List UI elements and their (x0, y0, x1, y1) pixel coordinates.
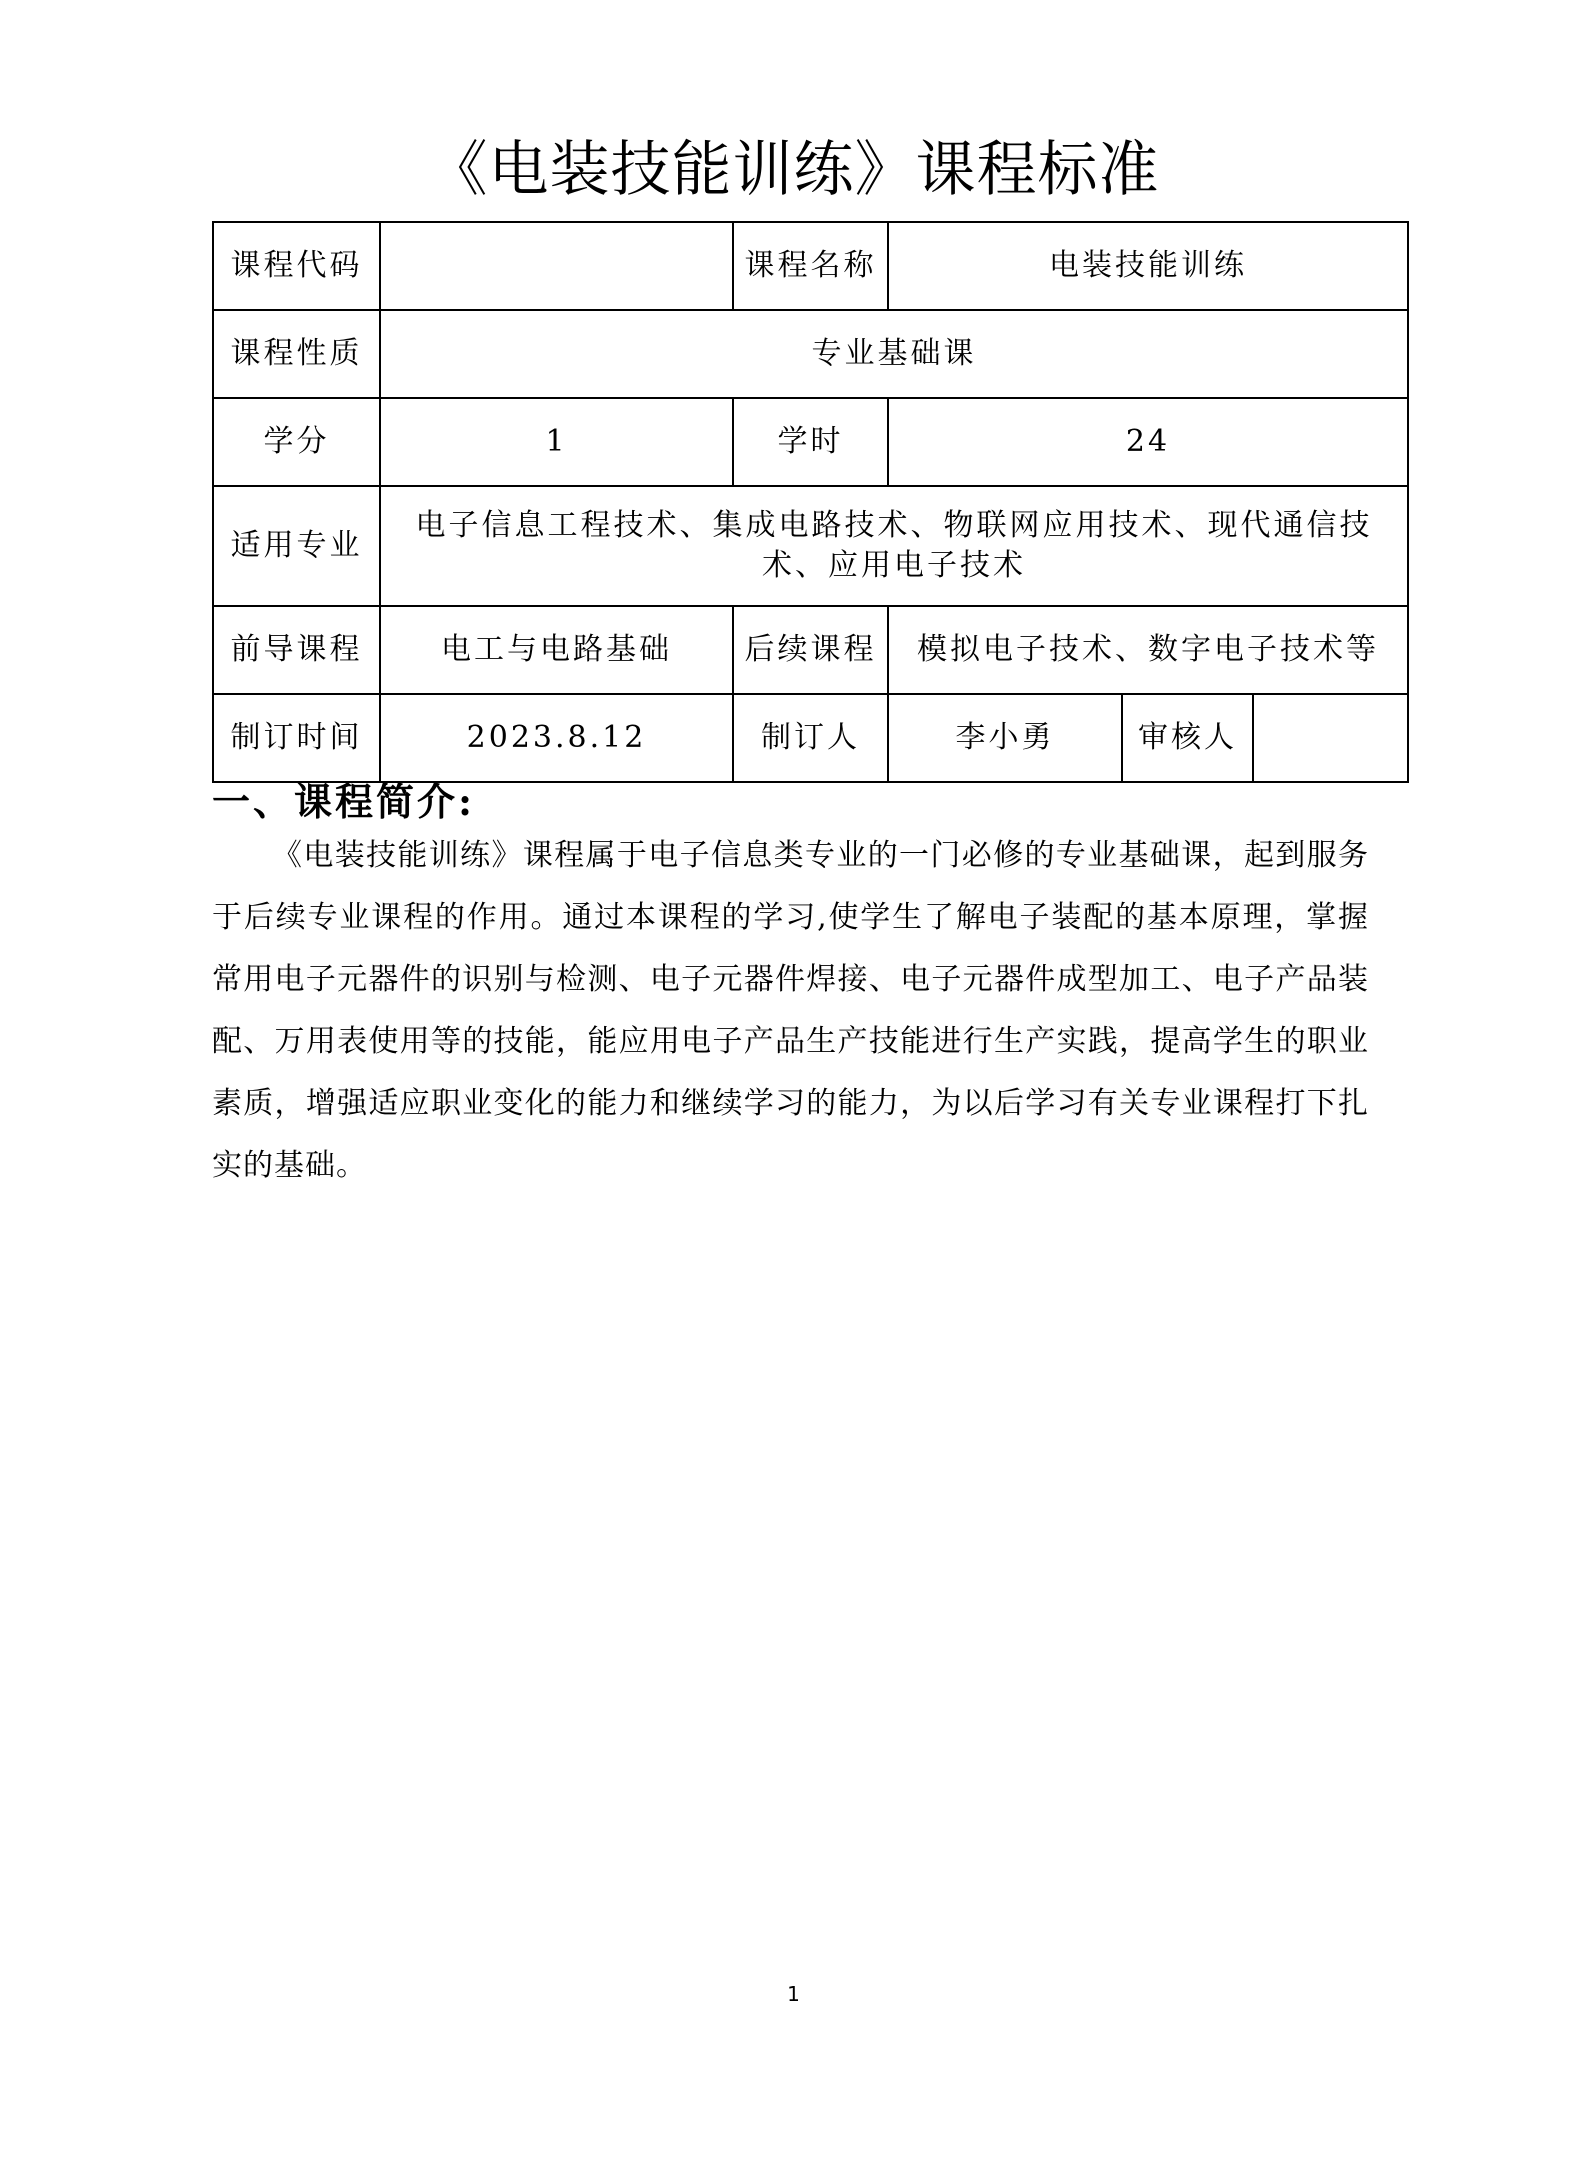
hours-label: 学时 (733, 398, 888, 486)
course-nature-label: 课程性质 (213, 310, 380, 398)
date-label: 制订时间 (213, 694, 380, 782)
majors-label: 适用专业 (213, 486, 380, 606)
table-row-courses (213, 606, 1408, 694)
credit-value: 1 (380, 398, 733, 486)
table-row-credit-hours (213, 398, 1408, 486)
author-value: 李小勇 (888, 694, 1122, 782)
reviewer-label: 审核人 (1122, 694, 1253, 782)
course-code-label: 课程代码 (213, 222, 380, 310)
page-number: 1 (787, 1982, 800, 2006)
follow-up-value: 模拟电子技术、数字电子技术等 (888, 606, 1408, 694)
course-nature-value: 专业基础课 (380, 310, 1408, 398)
reviewer-value (1253, 694, 1408, 782)
course-name-value: 电装技能训练 (888, 222, 1408, 310)
follow-up-label: 后续课程 (733, 606, 888, 694)
section-body-course-intro: 《电装技能训练》课程属于电子信息类专业的一门必修的专业基础课，起到服务于后续专业课程的作用。通过本课程的学习,使学生了解电子装配的基本原理，掌握常用电子元器件的识别与检测、电子元器件焊接、电子元器件成型加工、电子产品装配、万用表使用等的技能，能应用电子产品生产技能进行生产实践，提高学生的职业素质，增强适应职业变化的能力和继续学习的能力，为以后学习有关专业课程打下扎实的基础。 (212, 838, 1369, 1183)
course-code-value (380, 222, 733, 310)
credit-label: 学分 (213, 398, 380, 486)
date-value: 2023.8.12 (380, 694, 733, 782)
prerequisite-label: 前导课程 (213, 606, 380, 694)
table-row-majors (213, 486, 1408, 606)
course-name-label: 课程名称 (733, 222, 888, 310)
course-info-table (212, 221, 1409, 783)
section-heading-course-intro: 一、课程简介: (212, 779, 476, 824)
page-title: 《电装技能训练》课程标准 (427, 135, 1160, 205)
author-label: 制订人 (733, 694, 888, 782)
prerequisite-value: 电工与电路基础 (380, 606, 733, 694)
table-row-revision (213, 694, 1408, 782)
hours-value: 24 (888, 398, 1408, 486)
table-row-course-code-name (213, 222, 1408, 310)
majors-value: 电子信息工程技术、集成电路技术、物联网应用技术、现代通信技术、应用电子技术 (380, 486, 1408, 606)
table-row-course-nature (213, 310, 1408, 398)
